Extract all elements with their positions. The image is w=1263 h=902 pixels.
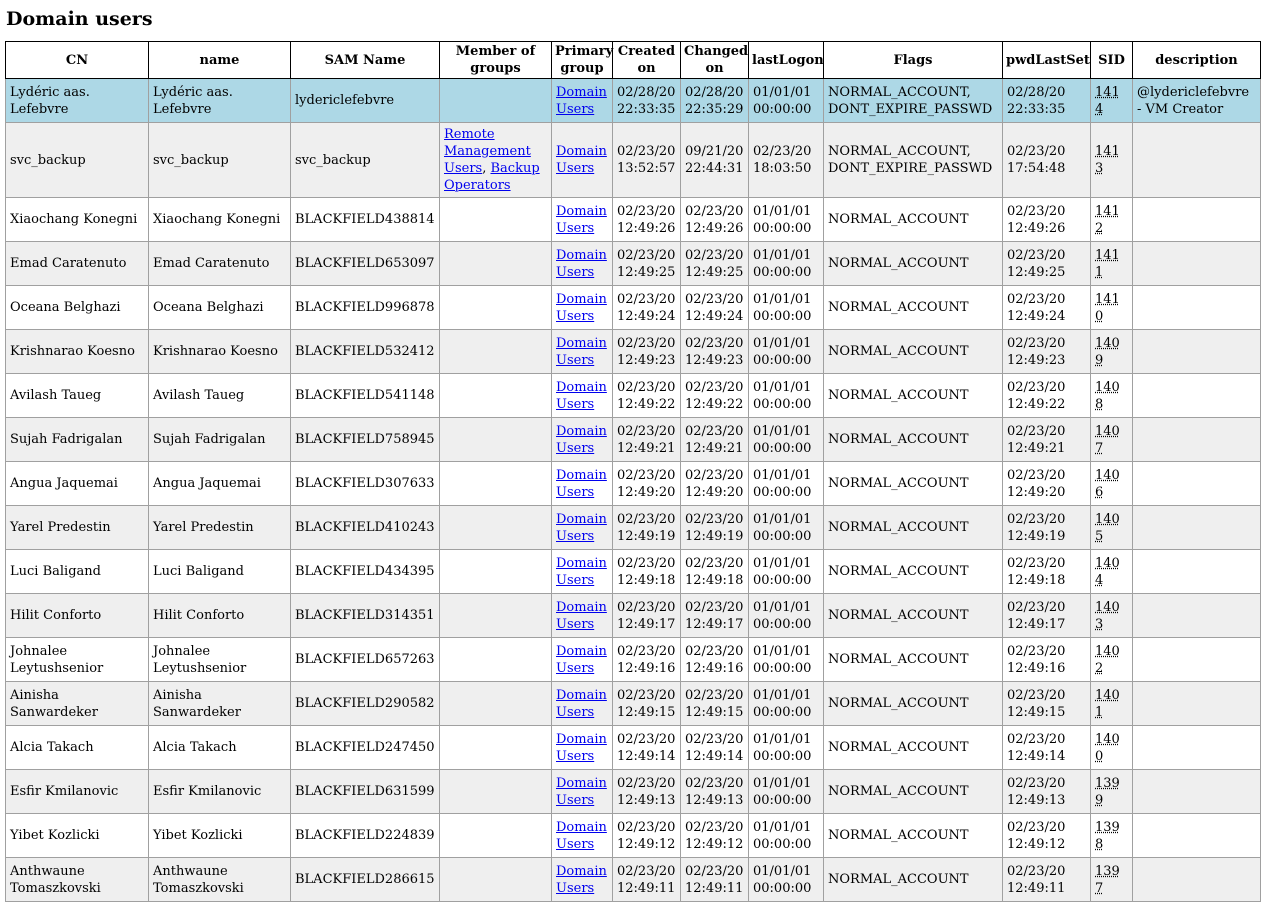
name-cell: Alcia Takach	[149, 726, 291, 770]
changed-on-cell: 02/28/20 22:35:29	[681, 79, 749, 123]
sid-cell	[1091, 198, 1133, 242]
primary-group-link[interactable]: Domain Users	[556, 775, 607, 808]
sam-name-cell: BLACKFIELD532412	[291, 330, 440, 374]
sid-value: 1410	[1095, 291, 1120, 324]
pwdlastset-cell: 02/23/20 12:49:24	[1003, 286, 1091, 330]
changed-on-cell: 02/23/20 12:49:13	[681, 770, 749, 814]
primary-group-cell	[552, 242, 613, 286]
member-of-groups-cell	[440, 286, 552, 330]
created-on-cell: 02/23/20 12:49:26	[613, 198, 681, 242]
lastlogon-cell: 01/01/01 00:00:00	[749, 374, 824, 418]
pwdlastset-cell: 02/23/20 12:49:17	[1003, 594, 1091, 638]
name-cell: Avilash Taueg	[149, 374, 291, 418]
cn-cell: Emad Caratenuto	[6, 242, 149, 286]
changed-on-cell: 02/23/20 12:49:23	[681, 330, 749, 374]
description-cell	[1133, 770, 1261, 814]
description-cell	[1133, 198, 1261, 242]
changed-on-cell: 02/23/20 12:49:22	[681, 374, 749, 418]
pwdlastset-cell: 02/23/20 12:49:21	[1003, 418, 1091, 462]
lastlogon-cell: 01/01/01 00:00:00	[749, 330, 824, 374]
lastlogon-cell: 02/23/20 18:03:50	[749, 123, 824, 198]
pwdlastset-cell: 02/28/20 22:33:35	[1003, 79, 1091, 123]
created-on-cell: 02/23/20 12:49:12	[613, 814, 681, 858]
name-cell: Xiaochang Konegni	[149, 198, 291, 242]
primary-group-link[interactable]: Domain Users	[556, 144, 607, 176]
description-cell	[1133, 858, 1261, 902]
member-of-groups-cell	[440, 550, 552, 594]
sid-value: 1413	[1095, 144, 1120, 176]
primary-group-cell	[552, 682, 613, 726]
primary-group-cell	[552, 374, 613, 418]
flags-cell: NORMAL_ACCOUNT	[824, 726, 1003, 770]
sid-value: 1406	[1095, 467, 1120, 500]
member-of-groups-cell	[440, 594, 552, 638]
sam-name-cell: BLACKFIELD410243	[291, 506, 440, 550]
lastlogon-cell: 01/01/01 00:00:00	[749, 726, 824, 770]
name-cell: svc_backup	[149, 123, 291, 198]
pwdlastset-cell: 02/23/20 12:49:16	[1003, 638, 1091, 682]
flags-cell: NORMAL_ACCOUNT	[824, 198, 1003, 242]
sid-cell	[1091, 550, 1133, 594]
description-cell	[1133, 418, 1261, 462]
primary-group-cell	[552, 594, 613, 638]
cn-cell: Anthwaune Tomaszkovski	[6, 858, 149, 902]
col-header-primary-group: Primary group	[552, 42, 613, 79]
lastlogon-cell: 01/01/01 00:00:00	[749, 682, 824, 726]
primary-group-link[interactable]: Domain Users	[556, 423, 607, 456]
pwdlastset-cell: 02/23/20 12:49:13	[1003, 770, 1091, 814]
pwdlastset-cell: 02/23/20 12:49:18	[1003, 550, 1091, 594]
cn-cell: Esfir Kmilanovic	[6, 770, 149, 814]
primary-group-cell	[552, 638, 613, 682]
primary-group-link[interactable]: Domain Users	[556, 203, 607, 236]
cn-cell: Yibet Kozlicki	[6, 814, 149, 858]
primary-group-cell	[552, 770, 613, 814]
user-rows	[6, 79, 1261, 902]
sid-value: 1401	[1095, 687, 1120, 720]
sam-name-cell: lydericlefebvre	[291, 79, 440, 123]
primary-group-cell	[552, 550, 613, 594]
member-of-groups-cell	[440, 858, 552, 902]
changed-on-cell: 02/23/20 12:49:15	[681, 682, 749, 726]
pwdlastset-cell: 02/23/20 17:54:48	[1003, 123, 1091, 198]
sid-cell	[1091, 506, 1133, 550]
lastlogon-cell: 01/01/01 00:00:00	[749, 506, 824, 550]
sid-cell	[1091, 123, 1133, 198]
description-cell	[1133, 726, 1261, 770]
lastlogon-cell: 01/01/01 00:00:00	[749, 594, 824, 638]
member-of-groups-cell	[440, 814, 552, 858]
lastlogon-cell: 01/01/01 00:00:00	[749, 418, 824, 462]
cn-cell: Ainisha Sanwardeker	[6, 682, 149, 726]
member-of-groups-cell	[440, 506, 552, 550]
primary-group-cell	[552, 330, 613, 374]
col-header-name: name	[149, 42, 291, 79]
primary-group-cell	[552, 814, 613, 858]
name-cell: Krishnarao Koesno	[149, 330, 291, 374]
cn-cell: Oceana Belghazi	[6, 286, 149, 330]
primary-group-link[interactable]: Domain Users	[556, 291, 607, 324]
flags-cell: NORMAL_ACCOUNT	[824, 594, 1003, 638]
created-on-cell: 02/23/20 12:49:13	[613, 770, 681, 814]
description-cell	[1133, 506, 1261, 550]
sid-value: 1397	[1095, 863, 1120, 896]
description-cell	[1133, 242, 1261, 286]
table-row[interactable]	[6, 374, 1261, 418]
description-cell	[1133, 462, 1261, 506]
table-row[interactable]	[6, 123, 1261, 198]
sid-cell	[1091, 79, 1133, 123]
changed-on-cell: 02/23/20 12:49:16	[681, 638, 749, 682]
cn-cell: Angua Jaquemai	[6, 462, 149, 506]
created-on-cell: 02/28/20 22:33:35	[613, 79, 681, 123]
primary-group-cell	[552, 506, 613, 550]
sam-name-cell: BLACKFIELD290582	[291, 682, 440, 726]
flags-cell: NORMAL_ACCOUNT	[824, 682, 1003, 726]
sid-cell	[1091, 682, 1133, 726]
pwdlastset-cell: 02/23/20 12:49:22	[1003, 374, 1091, 418]
lastlogon-cell: 01/01/01 00:00:00	[749, 286, 824, 330]
table-row[interactable]	[6, 726, 1261, 770]
member-of-groups-cell: Remote Management Users, Backup Operators	[440, 123, 552, 198]
name-cell: Luci Baligand	[149, 550, 291, 594]
pwdlastset-cell: 02/23/20 12:49:19	[1003, 506, 1091, 550]
pwdlastset-cell: 02/23/20 12:49:11	[1003, 858, 1091, 902]
flags-cell: NORMAL_ACCOUNT, DONT_EXPIRE_PASSWD	[824, 123, 1003, 198]
table-row[interactable]	[6, 594, 1261, 638]
primary-group-link[interactable]: Domain Users	[556, 643, 607, 676]
primary-group-link[interactable]: Domain Users	[556, 863, 607, 896]
member-of-groups-cell	[440, 242, 552, 286]
flags-cell: NORMAL_ACCOUNT, DONT_EXPIRE_PASSWD	[824, 79, 1003, 123]
primary-group-cell	[552, 123, 613, 198]
sid-cell	[1091, 858, 1133, 902]
table-row[interactable]	[6, 418, 1261, 462]
changed-on-cell: 02/23/20 12:49:18	[681, 550, 749, 594]
sid-value: 1402	[1095, 643, 1120, 676]
description-cell	[1133, 682, 1261, 726]
lastlogon-cell: 01/01/01 00:00:00	[749, 814, 824, 858]
sid-cell	[1091, 330, 1133, 374]
pwdlastset-cell: 02/23/20 12:49:25	[1003, 242, 1091, 286]
created-on-cell: 02/23/20 12:49:14	[613, 726, 681, 770]
name-cell: Oceana Belghazi	[149, 286, 291, 330]
sam-name-cell: BLACKFIELD286615	[291, 858, 440, 902]
col-header-sid: SID	[1091, 42, 1133, 79]
pwdlastset-cell: 02/23/20 12:49:14	[1003, 726, 1091, 770]
sid-cell	[1091, 770, 1133, 814]
group-link[interactable]: Backup Operators	[444, 161, 540, 193]
table-row[interactable]	[6, 330, 1261, 374]
name-cell: Yarel Predestin	[149, 506, 291, 550]
primary-group-link[interactable]: Domain Users	[556, 687, 607, 720]
name-cell: Sujah Fadrigalan	[149, 418, 291, 462]
primary-group-cell	[552, 286, 613, 330]
sam-name-cell: svc_backup	[291, 123, 440, 198]
name-cell: Ainisha Sanwardeker	[149, 682, 291, 726]
name-cell: Angua Jaquemai	[149, 462, 291, 506]
created-on-cell: 02/23/20 12:49:11	[613, 858, 681, 902]
flags-cell: NORMAL_ACCOUNT	[824, 286, 1003, 330]
changed-on-cell: 02/23/20 12:49:17	[681, 594, 749, 638]
cn-cell: Alcia Takach	[6, 726, 149, 770]
cn-cell: Xiaochang Konegni	[6, 198, 149, 242]
flags-cell: NORMAL_ACCOUNT	[824, 638, 1003, 682]
sid-value: 1404	[1095, 555, 1120, 588]
primary-group-link[interactable]: Domain Users	[556, 599, 607, 632]
description-cell	[1133, 550, 1261, 594]
sam-name-cell: BLACKFIELD631599	[291, 770, 440, 814]
header-row	[6, 42, 1261, 79]
pwdlastset-cell: 02/23/20 12:49:12	[1003, 814, 1091, 858]
sam-name-cell: BLACKFIELD314351	[291, 594, 440, 638]
sam-name-cell: BLACKFIELD758945	[291, 418, 440, 462]
created-on-cell: 02/23/20 12:49:23	[613, 330, 681, 374]
member-of-groups-cell	[440, 462, 552, 506]
lastlogon-cell: 01/01/01 00:00:00	[749, 242, 824, 286]
member-of-groups-cell	[440, 726, 552, 770]
flags-cell: NORMAL_ACCOUNT	[824, 858, 1003, 902]
sid-value: 1411	[1095, 247, 1120, 280]
flags-cell: NORMAL_ACCOUNT	[824, 418, 1003, 462]
changed-on-cell: 02/23/20 12:49:11	[681, 858, 749, 902]
domain-users-table	[5, 41, 1261, 902]
table-row[interactable]	[6, 682, 1261, 726]
cn-cell: Hilit Conforto	[6, 594, 149, 638]
sid-cell	[1091, 638, 1133, 682]
member-of-groups-cell	[440, 682, 552, 726]
changed-on-cell: 09/21/20 22:44:31	[681, 123, 749, 198]
sid-value: 1400	[1095, 731, 1120, 764]
changed-on-cell: 02/23/20 12:49:26	[681, 198, 749, 242]
sid-cell	[1091, 594, 1133, 638]
col-header-description: description	[1133, 42, 1261, 79]
lastlogon-cell: 01/01/01 00:00:00	[749, 462, 824, 506]
col-header-sam-name: SAM Name	[291, 42, 440, 79]
member-of-groups-cell	[440, 638, 552, 682]
sid-cell	[1091, 286, 1133, 330]
flags-cell: NORMAL_ACCOUNT	[824, 770, 1003, 814]
flags-cell: NORMAL_ACCOUNT	[824, 374, 1003, 418]
table-row[interactable]	[6, 506, 1261, 550]
sid-cell	[1091, 374, 1133, 418]
name-cell: Lydéric aas. Lefebvre	[149, 79, 291, 123]
member-of-groups-cell	[440, 770, 552, 814]
lastlogon-cell: 01/01/01 00:00:00	[749, 550, 824, 594]
table-row[interactable]	[6, 770, 1261, 814]
name-cell: Johnalee Leytushsenior	[149, 638, 291, 682]
table-row[interactable]	[6, 638, 1261, 682]
primary-group-link[interactable]: Domain Users	[556, 335, 607, 368]
member-of-groups-cell	[440, 198, 552, 242]
primary-group-link[interactable]: Domain Users	[556, 379, 607, 412]
flags-cell: NORMAL_ACCOUNT	[824, 550, 1003, 594]
table-row[interactable]	[6, 242, 1261, 286]
flags-cell: NORMAL_ACCOUNT	[824, 330, 1003, 374]
lastlogon-cell: 01/01/01 00:00:00	[749, 858, 824, 902]
created-on-cell: 02/23/20 12:49:19	[613, 506, 681, 550]
table-row[interactable]	[6, 198, 1261, 242]
description-cell: @lydericlefebvre - VM Creator	[1133, 79, 1261, 123]
created-on-cell: 02/23/20 12:49:24	[613, 286, 681, 330]
primary-group-cell	[552, 79, 613, 123]
sid-value: 1403	[1095, 599, 1120, 632]
cn-cell: Sujah Fadrigalan	[6, 418, 149, 462]
group-link[interactable]: Remote Management Users	[444, 127, 531, 176]
primary-group-link[interactable]: Domain Users	[556, 511, 607, 544]
table-row-selected[interactable]	[6, 79, 1261, 123]
description-cell	[1133, 638, 1261, 682]
sid-value: 1405	[1095, 511, 1120, 544]
table-row[interactable]	[6, 814, 1261, 858]
name-cell: Hilit Conforto	[149, 594, 291, 638]
col-header-lastlogon: lastLogon	[749, 42, 824, 79]
name-cell: Esfir Kmilanovic	[149, 770, 291, 814]
sid-cell	[1091, 418, 1133, 462]
sam-name-cell: BLACKFIELD657263	[291, 638, 440, 682]
col-header-changed-on: Changed on	[681, 42, 749, 79]
sam-name-cell: BLACKFIELD541148	[291, 374, 440, 418]
sam-name-cell: BLACKFIELD438814	[291, 198, 440, 242]
member-of-groups-cell	[440, 330, 552, 374]
sid-value: 1407	[1095, 423, 1120, 456]
sid-value: 1412	[1095, 203, 1120, 236]
name-cell: Emad Caratenuto	[149, 242, 291, 286]
col-header-flags: Flags	[824, 42, 1003, 79]
primary-group-cell	[552, 858, 613, 902]
created-on-cell: 02/23/20 13:52:57	[613, 123, 681, 198]
name-cell: Anthwaune Tomaszkovski	[149, 858, 291, 902]
flags-cell: NORMAL_ACCOUNT	[824, 814, 1003, 858]
flags-cell: NORMAL_ACCOUNT	[824, 506, 1003, 550]
table-row[interactable]	[6, 462, 1261, 506]
lastlogon-cell: 01/01/01 00:00:00	[749, 638, 824, 682]
member-of-groups-cell	[440, 418, 552, 462]
changed-on-cell: 02/23/20 12:49:14	[681, 726, 749, 770]
page-title: Domain users	[6, 8, 153, 30]
sam-name-cell: BLACKFIELD247450	[291, 726, 440, 770]
sid-value: 1399	[1095, 775, 1120, 808]
sam-name-cell: BLACKFIELD653097	[291, 242, 440, 286]
changed-on-cell: 02/23/20 12:49:19	[681, 506, 749, 550]
sam-name-cell: BLACKFIELD434395	[291, 550, 440, 594]
lastlogon-cell: 01/01/01 00:00:00	[749, 198, 824, 242]
pwdlastset-cell: 02/23/20 12:49:15	[1003, 682, 1091, 726]
description-cell	[1133, 374, 1261, 418]
sid-value: 1414	[1095, 84, 1120, 117]
changed-on-cell: 02/23/20 12:49:25	[681, 242, 749, 286]
member-of-groups-cell	[440, 79, 552, 123]
sid-value: 1409	[1095, 335, 1120, 368]
description-cell	[1133, 286, 1261, 330]
created-on-cell: 02/23/20 12:49:21	[613, 418, 681, 462]
changed-on-cell: 02/23/20 12:49:12	[681, 814, 749, 858]
primary-group-link[interactable]: Domain Users	[556, 819, 607, 852]
sid-cell	[1091, 814, 1133, 858]
description-cell	[1133, 814, 1261, 858]
description-cell	[1133, 594, 1261, 638]
created-on-cell: 02/23/20 12:49:16	[613, 638, 681, 682]
cn-cell: Krishnarao Koesno	[6, 330, 149, 374]
created-on-cell: 02/23/20 12:49:20	[613, 462, 681, 506]
member-of-groups-cell	[440, 374, 552, 418]
primary-group-cell	[552, 726, 613, 770]
primary-group-link[interactable]: Domain Users	[556, 247, 607, 280]
cn-cell: Lydéric aas. Lefebvre	[6, 79, 149, 123]
pwdlastset-cell: 02/23/20 12:49:26	[1003, 198, 1091, 242]
cn-cell: svc_backup	[6, 123, 149, 198]
cn-cell: Johnalee Leytushsenior	[6, 638, 149, 682]
col-header-pwdlastset: pwdLastSet	[1003, 42, 1091, 79]
created-on-cell: 02/23/20 12:49:18	[613, 550, 681, 594]
flags-cell: NORMAL_ACCOUNT	[824, 462, 1003, 506]
cn-cell: Yarel Predestin	[6, 506, 149, 550]
changed-on-cell: 02/23/20 12:49:20	[681, 462, 749, 506]
created-on-cell: 02/23/20 12:49:15	[613, 682, 681, 726]
table-row[interactable]	[6, 550, 1261, 594]
cn-cell: Avilash Taueg	[6, 374, 149, 418]
pwdlastset-cell: 02/23/20 12:49:23	[1003, 330, 1091, 374]
sam-name-cell: BLACKFIELD307633	[291, 462, 440, 506]
created-on-cell: 02/23/20 12:49:25	[613, 242, 681, 286]
sid-cell	[1091, 462, 1133, 506]
sid-cell	[1091, 726, 1133, 770]
sid-value: 1408	[1095, 379, 1120, 412]
pwdlastset-cell: 02/23/20 12:49:20	[1003, 462, 1091, 506]
table-row[interactable]	[6, 286, 1261, 330]
changed-on-cell: 02/23/20 12:49:21	[681, 418, 749, 462]
created-on-cell: 02/23/20 12:49:22	[613, 374, 681, 418]
sid-cell	[1091, 242, 1133, 286]
sam-name-cell: BLACKFIELD996878	[291, 286, 440, 330]
primary-group-link[interactable]: Domain Users	[556, 731, 607, 764]
primary-group-cell	[552, 198, 613, 242]
description-cell	[1133, 123, 1261, 198]
col-header-created-on: Created on	[613, 42, 681, 79]
sam-name-cell: BLACKFIELD224839	[291, 814, 440, 858]
created-on-cell: 02/23/20 12:49:17	[613, 594, 681, 638]
changed-on-cell: 02/23/20 12:49:24	[681, 286, 749, 330]
primary-group-link[interactable]: Domain Users	[556, 84, 607, 117]
table-row[interactable]	[6, 858, 1261, 902]
flags-cell: NORMAL_ACCOUNT	[824, 242, 1003, 286]
primary-group-link[interactable]: Domain Users	[556, 555, 607, 588]
lastlogon-cell: 01/01/01 00:00:00	[749, 79, 824, 123]
col-header-cn: CN	[6, 42, 149, 79]
name-cell: Yibet Kozlicki	[149, 814, 291, 858]
cn-cell: Luci Baligand	[6, 550, 149, 594]
description-cell	[1133, 330, 1261, 374]
sid-value: 1398	[1095, 819, 1120, 852]
primary-group-cell	[552, 418, 613, 462]
lastlogon-cell: 01/01/01 00:00:00	[749, 770, 824, 814]
col-header-member-of-groups: Member of groups	[440, 42, 552, 79]
primary-group-link[interactable]: Domain Users	[556, 467, 607, 500]
primary-group-cell	[552, 462, 613, 506]
